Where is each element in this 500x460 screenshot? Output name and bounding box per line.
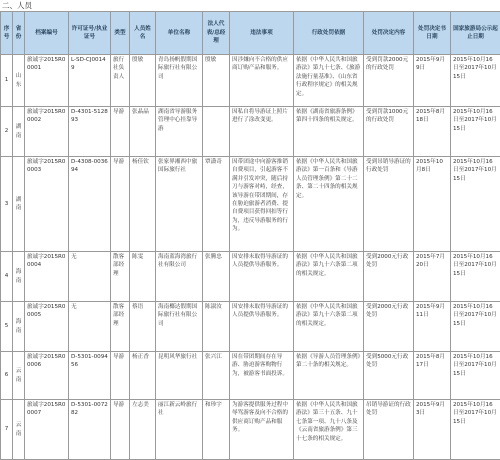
cell-decision: 吊销导游证的行政处罚 xyxy=(364,400,414,460)
cell-type: 导游 xyxy=(111,157,130,252)
table-row xyxy=(1,352,500,400)
cell-rep: 陈淑汝 xyxy=(203,302,230,352)
cell-org: 张家界湘西中旅国际旅行社 xyxy=(156,157,203,252)
cell-decision: 受到罚款1000元的行政处罚 xyxy=(364,107,414,157)
cell-org: 湖南省导游服务管理中心挂靠导游 xyxy=(156,107,203,157)
cell-no: 2 xyxy=(1,107,13,157)
col-header: 单位名称 xyxy=(156,12,203,55)
table-row xyxy=(1,400,500,460)
cell-violation: 因安排未取得导游证的人员提供导游服务。 xyxy=(230,302,294,352)
cell-license: D-4301-512893 xyxy=(69,107,111,157)
table-row xyxy=(1,252,500,302)
cell-org: 海南椰达假期国际旅行社有限公司 xyxy=(156,302,203,352)
cell-date: 2015年9月9日 xyxy=(414,55,451,107)
cell-name: 殷敏 xyxy=(130,55,156,107)
cell-rep xyxy=(203,107,230,157)
col-header: 国家旅游局公示起止日期 xyxy=(451,12,500,55)
cell-no: 5 xyxy=(1,302,13,352)
cell-basis: 依据《中华人民共和国旅游法》第九十七条、《旅游法施行量基准》、《山东省行政程序规定》的相关规定。 xyxy=(294,55,364,107)
cell-date: 2015年9月11日 xyxy=(414,302,451,352)
col-header: 省份 xyxy=(13,12,25,55)
cell-no: 1 xyxy=(1,55,13,107)
cell-date: 2015年9月3日 xyxy=(414,400,451,460)
table-row xyxy=(1,302,500,352)
cell-rep: 张腾忠 xyxy=(203,252,230,302)
cell-province: 云南 xyxy=(13,400,25,460)
cell-type: 散客部经理 xyxy=(111,302,130,352)
cell-license: D-5301-007282 xyxy=(69,400,111,460)
cell-name: 张晶晶 xyxy=(130,107,156,157)
cell-decision: 受到5000元行政处罚 xyxy=(364,352,414,400)
cell-basis: 依据《中华人民共和国旅游法》第九十六条第二项的相关规定。 xyxy=(294,252,364,302)
cell-license: 无 xyxy=(69,252,111,302)
table-header-row xyxy=(1,12,500,55)
cell-publicity: 2015年10月16日至2017年10月15日 xyxy=(451,302,500,352)
cell-publicity: 2015年10月16日至2017年10月15日 xyxy=(451,107,500,157)
cell-publicity: 2015年10月16日至2017年10月15日 xyxy=(451,157,500,252)
col-header: 类型 xyxy=(111,12,130,55)
cell-license: 无 xyxy=(69,302,111,352)
cell-file-no: 旅诚字2015R00006 xyxy=(25,352,69,400)
cell-province: 海南 xyxy=(13,252,25,302)
cell-type: 导游 xyxy=(111,107,130,157)
col-header: 人员姓名 xyxy=(130,12,156,55)
cell-date: 2015年7月20日 xyxy=(414,252,451,302)
cell-decision: 受到2000元行政处罚 xyxy=(364,302,414,352)
col-header: 许可证号/执业证号 xyxy=(69,12,111,55)
cell-license: D-4308-003694 xyxy=(69,157,111,252)
cell-rep: 覃潇奇 xyxy=(203,157,230,252)
cell-type: 散客部经理 xyxy=(111,252,130,302)
cell-basis: 依据《湖南省旅游条例》第四十四条的相关规定。 xyxy=(294,107,364,157)
col-header: 违法事项 xyxy=(230,12,294,55)
cell-org: 丽江新云岭旅行社 xyxy=(156,400,203,460)
cell-publicity: 2015年10月16日至2017年10月15日 xyxy=(451,55,500,107)
cell-license: D-5301-009456 xyxy=(69,352,111,400)
cell-date: 2015年8月18日 xyxy=(414,107,451,157)
cell-rep: 和珍宇 xyxy=(203,400,230,460)
cell-province: 海南 xyxy=(13,302,25,352)
cell-name: 蔡语 xyxy=(130,302,156,352)
cell-violation: 因安排未取得导游证的人员提供导游服务。 xyxy=(230,252,294,302)
cell-decision: 受到2000元行政处罚 xyxy=(364,252,414,302)
cell-publicity: 2015年10月16日至2017年10月15日 xyxy=(451,400,500,460)
cell-violation: 因涉嫌向不合格的供应商订购产品和服务。 xyxy=(230,55,294,107)
cell-no: 6 xyxy=(1,352,13,400)
cell-basis: 依据《导游人员管理条例》第二十条的相关规定。 xyxy=(294,352,364,400)
cell-type: 旅行社负责人 xyxy=(111,55,130,107)
cell-violation: 因在带团期间存在导游、胁迫游客购物行为，被游客书面投诉。 xyxy=(230,352,294,400)
cell-org: 青岛扬帆假期国际旅行社有限公司 xyxy=(156,55,203,107)
cell-decision: 受到吊销导游证的行政处罚 xyxy=(364,157,414,252)
cell-province: 山东 xyxy=(13,55,25,107)
cell-publicity: 2015年10月16日至2017年10月15日 xyxy=(451,252,500,302)
cell-type: 导游 xyxy=(111,352,130,400)
cell-no: 4 xyxy=(1,252,13,302)
cell-rep: 张兴江 xyxy=(203,352,230,400)
cell-file-no: 旅诚字2015R00002 xyxy=(25,107,69,157)
col-header: 行政处罚依据 xyxy=(294,12,364,55)
cell-no: 3 xyxy=(1,157,13,252)
cell-file-no: 旅诚字2015R00005 xyxy=(25,302,69,352)
cell-no: 7 xyxy=(1,400,13,460)
cell-date: 2015年10月8日 xyxy=(414,157,451,252)
penalty-table xyxy=(0,11,500,460)
cell-province: 云南 xyxy=(13,352,25,400)
cell-province: 湖南 xyxy=(13,107,25,157)
cell-violation: 因带团途中向游客推销自费项目，引起游客不满并引发冲突，随后持刀与游客对峙，经查，该导游在带团期间，存在胁迫旅游者消费、提自费项目获得回扣等行为，违反导游服务的行为。 xyxy=(230,157,294,252)
cell-date: 2015年8月17日 xyxy=(414,352,451,400)
col-header: 法人代表/总经理 xyxy=(203,12,230,55)
cell-file-no: 旅诚字2015R00007 xyxy=(25,400,69,460)
col-header: 档案编号 xyxy=(25,12,69,55)
cell-basis: 依据《中华人民共和国旅游法》第九十六条第二项的相关规定。 xyxy=(294,302,364,352)
cell-publicity: 2015年10月16日至2017年10月15日 xyxy=(451,352,500,400)
col-header: 序号 xyxy=(1,12,13,55)
cell-name: 杨佳钦 xyxy=(130,157,156,252)
cell-file-no: 旅诚字2015R00003 xyxy=(25,157,69,252)
table-row xyxy=(1,107,500,157)
cell-decision: 受到罚款2000元的行政处罚 xyxy=(364,55,414,107)
cell-file-no: 旅诚字2015R00004 xyxy=(25,252,69,302)
table-row xyxy=(1,157,500,252)
cell-rep: 殷敏 xyxy=(203,55,230,107)
cell-name: 杨正香 xyxy=(130,352,156,400)
cell-basis: 依据《中华人民共和国旅游法》第一百条和《导游人员管理条例》第二十二条、第二十四条的相关规定。 xyxy=(294,157,364,252)
cell-license: L-SD-CJ00149 xyxy=(69,55,111,107)
cell-violation: 为游客提供服务过程中辱骂游客及向不合格的供应商订购产品和服务。 xyxy=(230,400,294,460)
cell-type: 导游 xyxy=(111,400,130,460)
cell-province: 湖南 xyxy=(13,157,25,252)
cell-file-no: 旅诚字2015R00001 xyxy=(25,55,69,107)
cell-basis: 依据《中华人民共和国旅游法》第三十五条、九十七条第一项、九十八条及《云南省旅游条例》第三十七条的相关规定。 xyxy=(294,400,364,460)
section-title: 二、人员 xyxy=(2,1,32,11)
col-header: 处罚决定书日期 xyxy=(414,12,451,55)
col-header: 处罚决定内容 xyxy=(364,12,414,55)
cell-org: 昆明风华旅行社 xyxy=(156,352,203,400)
table-row xyxy=(1,55,500,107)
cell-name: 左志美 xyxy=(130,400,156,460)
cell-violation: 因私自将导游证上照片进行了涂改变更。 xyxy=(230,107,294,157)
cell-name: 陈雯 xyxy=(130,252,156,302)
cell-org: 海南蓝海湾旅行社有限公司 xyxy=(156,252,203,302)
